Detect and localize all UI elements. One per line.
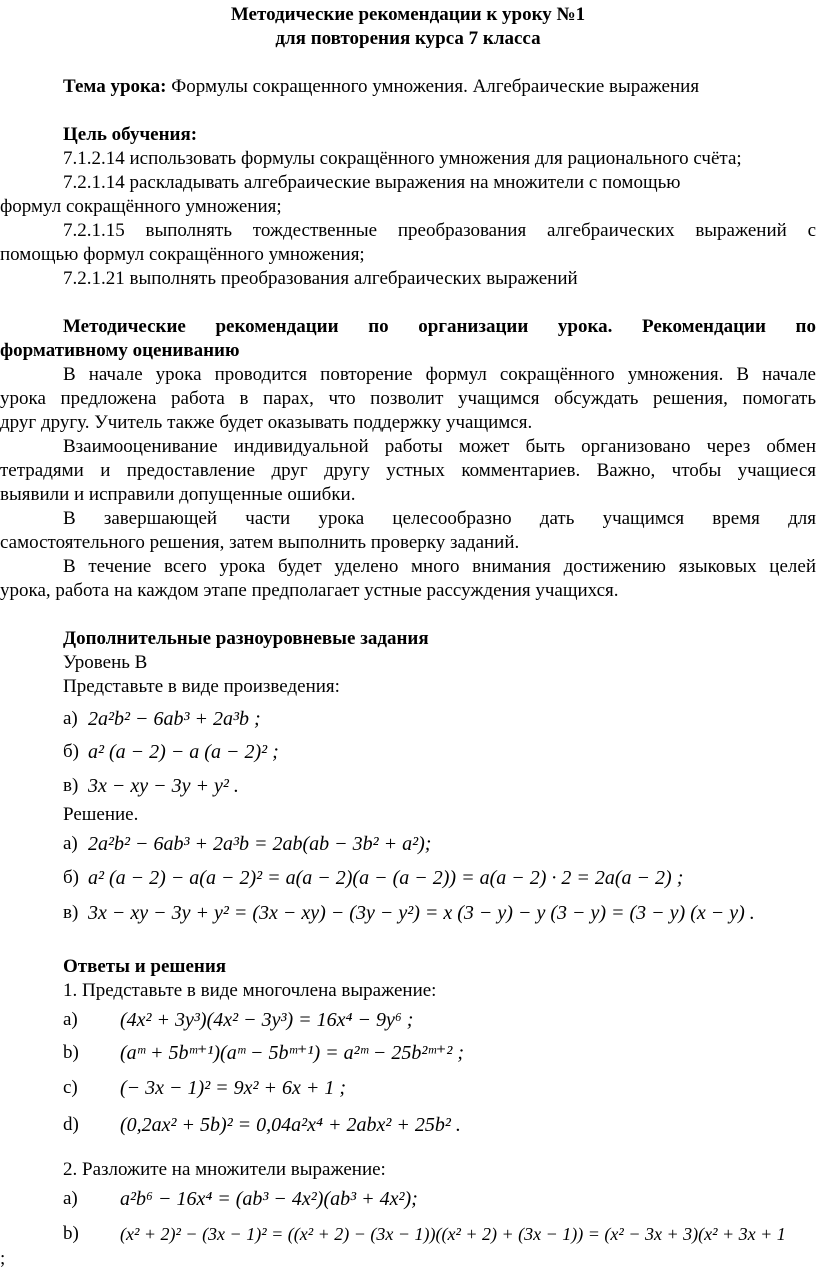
math-expression: (4x² + 3y³)(4x² − 3y³) = 16x⁴ − 9y⁶ ; <box>120 1009 414 1031</box>
goal-line: 7.1.2.14 использовать формулы сокращённого умножения для рационального счёта; <box>63 148 742 169</box>
goal-line: 7.2.1.14 раскладывать алгебраические выражения на множители с помощью <box>63 172 681 193</box>
goal-line: формул сокращённого умножения; <box>0 196 282 217</box>
task-text: 2. Разложите на множители выражение: <box>63 1159 386 1180</box>
item-label: a) <box>63 1188 78 1209</box>
math-expression: 3x − xy − 3y + y² . <box>88 775 239 797</box>
solution-label: Решение. <box>63 804 139 825</box>
paragraph-line: В течение всего урока будет уделено много внимания достижению языковых целей <box>63 556 816 577</box>
answers-heading: Ответы и решения <box>63 956 227 977</box>
math-expression: (− 3x − 1)² = 9x² + 6x + 1 ; <box>120 1077 347 1099</box>
paragraph-line: урока, работа на каждом этапе предполагает устные рассуждения учащихся. <box>0 580 619 601</box>
item-label: б) <box>63 741 79 762</box>
item-label: а) <box>63 833 78 854</box>
task-text: Представьте в виде произведения: <box>63 676 340 697</box>
level-label: Уровень В <box>63 652 148 673</box>
goal-line: 7.2.1.21 выполнять преобразования алгебраических выражений <box>63 268 578 289</box>
paragraph-line: В начале урока проводится повторение формул сокращённого умножения. В начале <box>63 364 816 385</box>
item-label: в) <box>63 775 79 796</box>
extra-heading: Дополнительные разноуровневые задания <box>63 628 429 649</box>
item-label: в) <box>63 902 79 923</box>
title-line-1: Методические рекомендации к уроку №1 <box>230 4 586 25</box>
method-heading-2: формативному оцениванию <box>0 340 240 361</box>
paragraph-line: урока предложена работа в парах, что позволит учащимся обсуждать решения, помогать <box>0 388 816 409</box>
math-expression: a²b⁶ − 16x⁴ = (ab³ − 4x²)(ab³ + 4x²); <box>120 1188 418 1210</box>
topic-text: Формулы сокращенного умножения. Алгебраические выражения <box>166 76 700 97</box>
title-line-2: для повторения курса 7 класса <box>275 28 541 49</box>
trailing-semicolon: ; <box>0 1248 6 1269</box>
math-expression: (aᵐ + 5bᵐ⁺¹)(aᵐ − 5bᵐ⁺¹) = a²ᵐ − 25b²ᵐ⁺² ; <box>120 1042 464 1064</box>
paragraph-line: тетрадями и предоставление друг другу устных комментариев. Важно, чтобы учащиеся <box>0 460 816 481</box>
math-expression: (0,2ax² + 5b)² = 0,04a²x⁴ + 2abx² + 25b² . <box>120 1114 461 1136</box>
item-label: а) <box>63 708 78 729</box>
item-label: d) <box>63 1114 79 1135</box>
item-label: b) <box>63 1042 79 1063</box>
goal-line: 7.2.1.15 выполнять тождественные преобразования алгебраических выражений с <box>63 220 816 241</box>
math-expression: a² (a − 2) − a(a − 2)² = a(a − 2)(a − (a − 2)) = a(a − 2) · 2 = 2a(a − 2) ; <box>88 867 684 889</box>
item-label: б) <box>63 867 79 888</box>
paragraph-line: Взаимооценивание индивидуальной работы может быть организовано через обмен <box>63 436 816 457</box>
paragraph-line: самостоятельного решения, затем выполнить проверку заданий. <box>0 532 520 553</box>
topic-line <box>63 75 699 99</box>
math-expression: 2a²b² − 6ab³ + 2a³b ; <box>88 708 261 730</box>
item-label: b) <box>63 1223 79 1244</box>
math-expression: a² (a − 2) − a (a − 2)² ; <box>88 741 279 763</box>
goal-line: помощью формул сокращённого умножения; <box>0 244 365 265</box>
task-text: 1. Представьте в виде многочлена выражение: <box>63 980 437 1001</box>
math-expression: 2a²b² − 6ab³ + 2a³b = 2ab(ab − 3b² + a²); <box>88 833 432 855</box>
math-expression: (x² + 2)² − (3x − 1)² = ((x² + 2) − (3x − 1))((x² + 2) + (3x − 1)) = (x² − 3x + 3)(x² + 3x + 1 <box>120 1224 786 1244</box>
paragraph-line: друг другу. Учитель также будет оказывать поддержку учащимся. <box>0 412 533 433</box>
paragraph-line: выявили и исправили допущенные ошибки. <box>0 484 356 505</box>
item-label: c) <box>63 1077 78 1098</box>
paragraph-line: В завершающей части урока целесообразно дать учащимся время для <box>63 508 816 529</box>
topic-label: Тема урока: <box>63 76 167 97</box>
method-heading: Методические рекомендации по организации урока. Рекомендации по <box>63 316 816 337</box>
math-expression: 3x − xy − 3y + y² = (3x − xy) − (3y − y²) = x (3 − y) − y (3 − y) = (3 − y) (x − y) . <box>88 902 755 924</box>
item-label: a) <box>63 1009 78 1030</box>
goals-heading: Цель обучения: <box>63 124 198 145</box>
